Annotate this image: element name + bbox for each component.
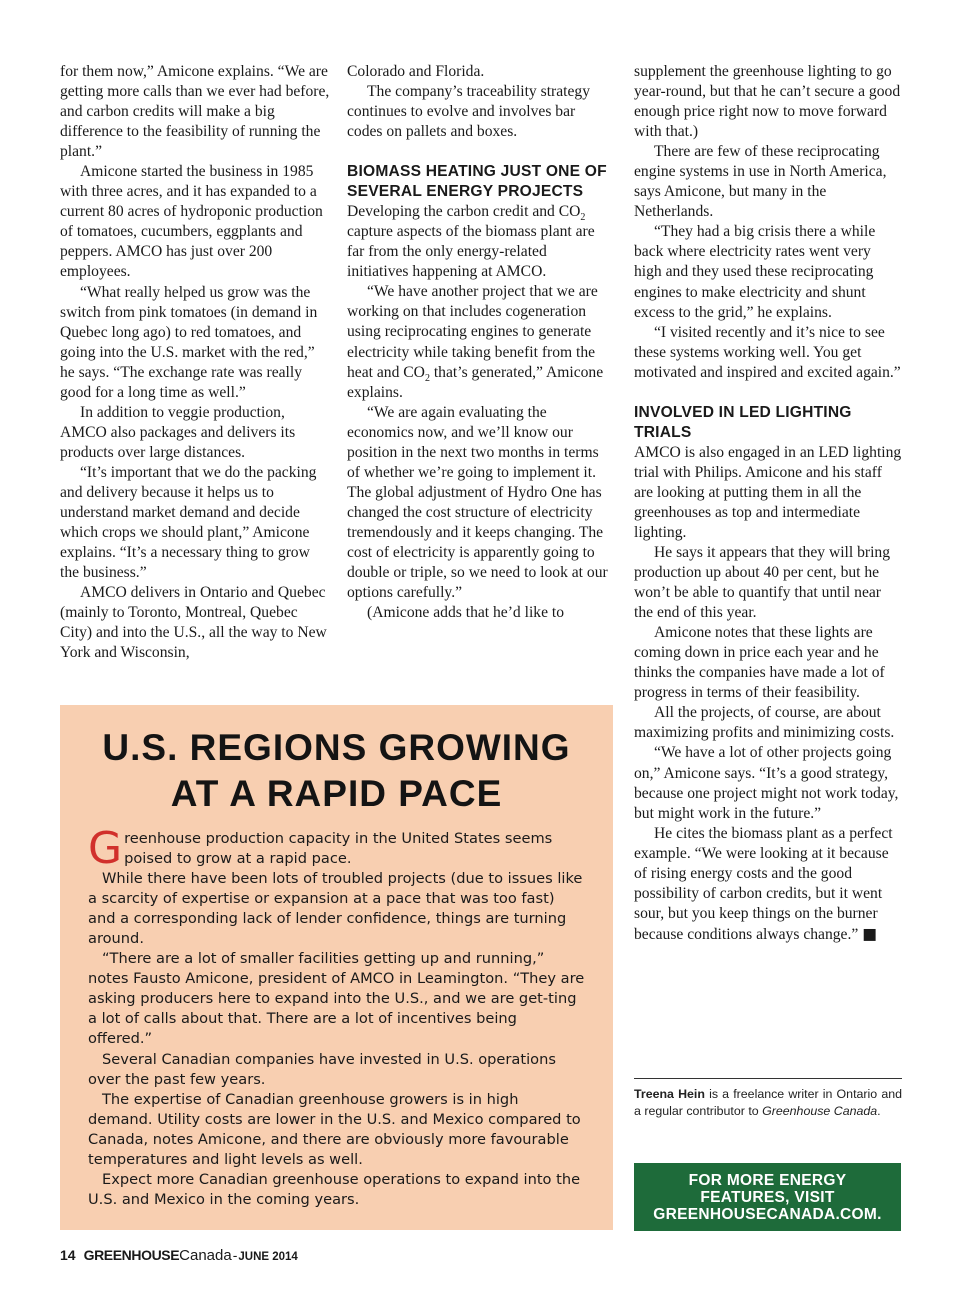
paragraph: (Amicone adds that he’d like to	[367, 604, 565, 622]
text-run: “We have another project that we are working on that includes cogeneration using reciprocating engines to generate electricity while taking benefit from the heat and CO	[347, 283, 598, 381]
paragraph	[347, 202, 609, 282]
paragraph	[634, 824, 902, 945]
paragraph: “We are again evaluating the economics now, and we’ll know our position in the next two months in terms of whether we’re going to implement it. The global adjustment of Hydro One has changed the cost structure of electricity tremendously and it keeps changing. The cost of electricity is apparently going to double or triple, so we need to look at our options carefully.”	[347, 403, 608, 602]
text-run: reenhouse production capacity in the United States seems poised to grow at a rapid pace.	[124, 830, 553, 868]
sidebar-title	[88, 725, 585, 817]
article-column-2	[347, 62, 609, 623]
paragraph: AMCO delivers in Ontario and Quebec (mainly to Toronto, Montreal, Quebec City) and into the U.S., all the way to New York and Wisconsin,	[60, 584, 327, 662]
paragraph: The company’s traceability strategy continues to evolve and involves bar codes on pallets and boxes.	[347, 83, 590, 141]
paragraph: Several Canadian companies have invested in U.S. operations over the past few years.	[88, 1050, 556, 1088]
paragraph: Colorado and Florida.	[347, 63, 485, 80]
paragraph: “It’s important that we do the packing and delivery because it helps us to understand market demand and decide which crops we should plant,” Amicone explains. “It’s a necessary thing to grow the business.”	[60, 463, 317, 582]
footer-separator: -	[232, 1247, 238, 1263]
article-column-3	[634, 62, 902, 945]
drop-cap: G	[88, 823, 123, 874]
promo-line: FOR MORE ENERGY	[688, 1172, 847, 1189]
paragraph: The expertise of Canadian greenhouse growers is in high demand. Utility costs are lower in the U.S. and Mexico compared to Canada, notes Amicone, and there are obviously more favourable temperatures and light levels as well.	[88, 1090, 581, 1168]
paragraph: While there have been lots of troubled projects (due to issues like a scarcity of expertise or expansion at a pace that was too fast) and a corresponding lack of lender confidence, things are turning around.	[88, 870, 583, 948]
text-run: is a freelance writer in Ontario and a regular contributor to	[634, 1087, 902, 1118]
paragraph: “There are a lot of smaller facilities getting up and running,” notes Fausto Amicone, president of AMCO in Leamington. “They are asking producers here to expand into the U.S., and we are get-ting a lot of calls about that. There are a lot of incentives being offered.”	[88, 950, 585, 1048]
paragraph: “They had a big crisis there a while back where electricity rates went very high and they used these reciprocating engines to make electricity and shunt excess to the grid,” he explains.	[634, 223, 876, 321]
paragraph: All the projects, of course, are about maximizing profits and minimizing costs.	[634, 704, 895, 742]
paragraph: “What really helped us grow was the switch from pink tomatoes (in demand in Quebec long ago) to red tomatoes, and going into the U.S. market with the red,” he says. “The exchange rate was really good for a long time as well.”	[60, 283, 318, 401]
paragraph	[88, 823, 585, 874]
sidebar-box	[60, 705, 613, 1230]
paragraph	[347, 282, 609, 402]
brand-logo-light: Canada	[179, 1247, 232, 1264]
text-run: .	[877, 1103, 881, 1118]
paragraph: Amicone notes that these lights are coming down in price each year and he thinks the companies have made a lot of progress in terms of their feasibility.	[634, 624, 885, 702]
paragraph: He says it appears that they will bring production up about 40 per cent, but he won’t be able to quantify that until near the end of this year.	[634, 543, 891, 622]
page-number: 14	[60, 1247, 76, 1263]
subscript: 2	[424, 372, 430, 384]
paragraph: In addition to veggie production, AMCO also packages and delivers its products over large distances.	[60, 403, 296, 461]
brand-logo-bold: GREENHOUSE	[83, 1247, 180, 1263]
author-name: Treena Hein	[634, 1087, 705, 1101]
section-heading-led: INVOLVED IN LED LIGHTING TRIALS	[634, 403, 852, 441]
paragraph: There are few of these reciprocating engine systems in use in North America, says Amicone, but many in the Netherlands.	[634, 143, 887, 221]
sidebar-body	[88, 823, 585, 1210]
author-byline	[634, 1078, 902, 1119]
paragraph: for them now,” Amicone explains. “We are getting more calls than we ever had before, and carbon credits will make a big difference to the feasibility of running the plant.”	[60, 63, 330, 161]
paragraph: Expect more Canadian greenhouse operations to expand into the U.S. and Mexico in the coming years.	[88, 1170, 581, 1208]
text-run: He cites the biomass plant as a perfect example. “We were looking at it because of rising energy costs and the good possibility of carbon credits, but it went sour, but you keep things on the burner because conditions always change.”	[634, 824, 893, 943]
promo-line: FEATURES, VISIT	[700, 1189, 835, 1206]
paragraph: Amicone started the business in 1985 with three acres, and it has expanded to a current 80 acres of hydroponic production of tomatoes, cucumbers, eggplants and peppers. AMCO has just over 200 employees.	[60, 163, 323, 281]
sidebar-title-line: U.S. REGIONS GROWING	[102, 727, 571, 768]
promo-box[interactable]	[634, 1163, 901, 1231]
paragraph: supplement the greenhouse lighting to go year-round, but that he can’t secure a good enough price right now to move forward with that.)	[634, 63, 901, 141]
publication-name: Greenhouse Canada	[762, 1103, 878, 1118]
page-footer	[60, 1247, 298, 1267]
paragraph: AMCO is also engaged in an LED lighting trial with Philips. Amicone and his staff are looking at putting them in all the greenhouses as top and intermediate lighting.	[634, 443, 902, 541]
text-run: capture aspects of the biomass plant are far from the only energy-related initiatives happening at AMCO.	[347, 223, 595, 281]
sidebar-title-line: AT A RAPID PACE	[170, 773, 503, 814]
subscript: 2	[580, 212, 586, 224]
issue-date: JUNE 2014	[238, 1251, 298, 1263]
end-mark-icon: ■	[862, 924, 877, 943]
text-run: that’s generated,” Amicone explains.	[347, 363, 604, 401]
text-run: Developing the carbon credit and CO	[347, 203, 581, 221]
article-column-1	[60, 62, 330, 663]
paragraph: “We have a lot of other projects going on,” Amicone says. “It’s a good strategy, because one project might not work today, but might work in the future.”	[634, 744, 899, 822]
paragraph: “I visited recently and it’s nice to see these systems working well. You get motivated and inspired and excited again.”	[634, 323, 901, 381]
section-heading-biomass: BIOMASS HEATING JUST ONE OF SEVERAL ENERGY PROJECTS	[347, 163, 607, 201]
promo-link[interactable]: GREENHOUSECANADA.COM.	[653, 1206, 882, 1223]
